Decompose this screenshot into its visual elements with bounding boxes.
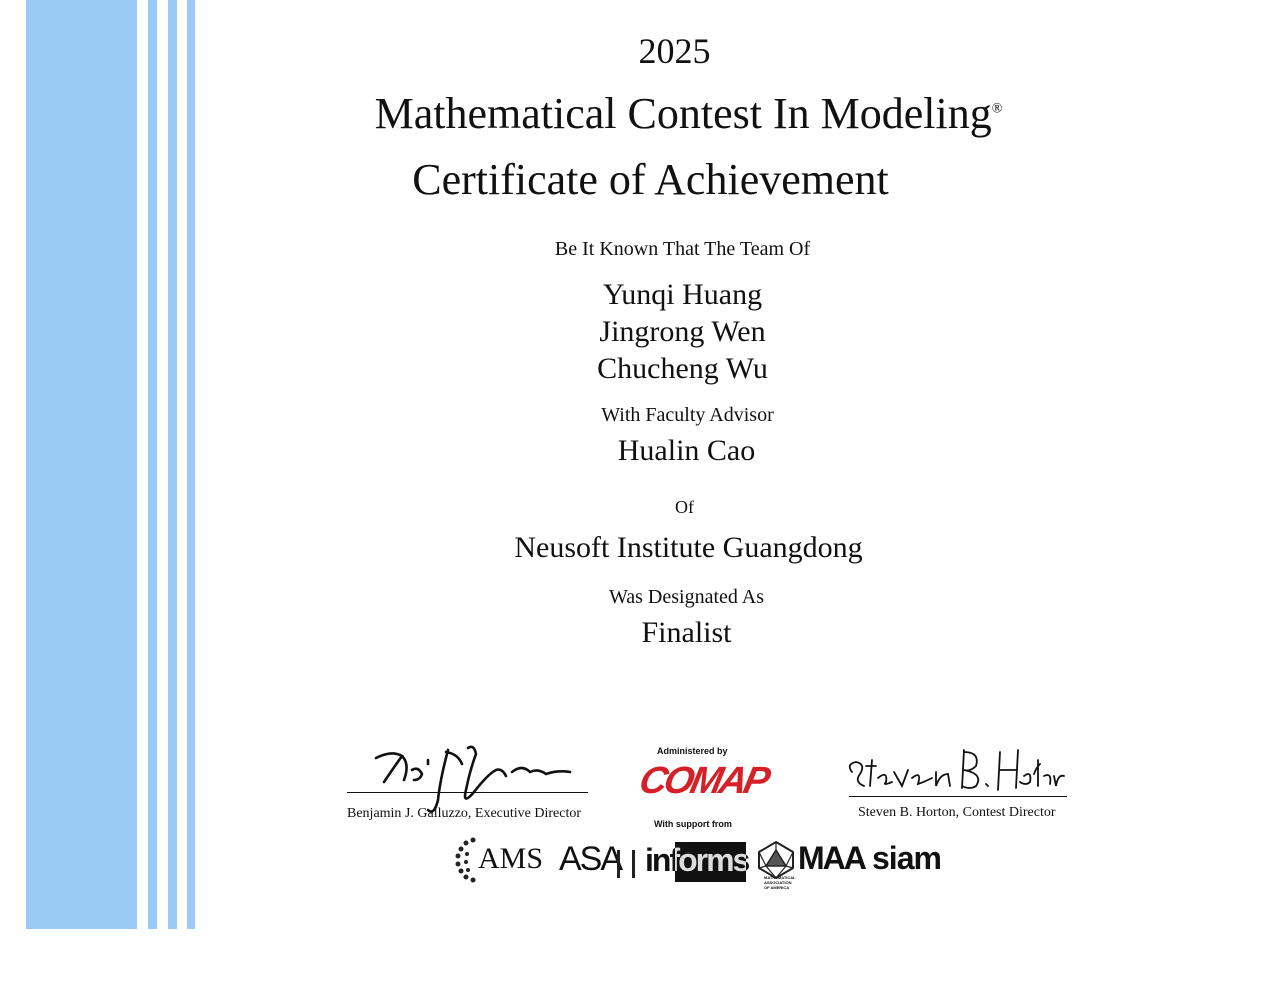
maa-subtitle: MATHEMATICAL ASSOCIATION OF AMERICA [764,875,796,890]
team-member-3: Chucheng Wu [597,352,768,385]
asa-logo: ASA [559,840,622,878]
certificate-title: Certificate of Achievement [412,155,889,204]
team-intro: Be It Known That The Team Of [554,238,811,260]
maa-icosahedron-icon [756,840,796,880]
with-support-label: With support from [654,819,732,829]
right-signature-line [849,796,1067,797]
siam-logo: siam [872,840,941,876]
advisor-name: Hualin Cao [617,434,756,467]
team-member-1: Yunqi Huang [602,278,763,311]
administered-by-label: Administered by [657,746,728,756]
right-signature-caption: Steven B. Horton, Contest Director [858,805,1056,820]
maa-logo: MAA [798,840,865,876]
certificate-year: 2025 [638,31,711,71]
registered-mark: ® [991,101,1003,117]
informs-logo [645,840,749,882]
designation-intro: Was Designated As [608,586,765,608]
asa-bars-icon [617,850,635,878]
contest-title [54,88,1269,139]
team-member-2: Jingrong Wen [599,315,766,348]
ams-logo: AMS [478,842,544,875]
left-signature-caption: Benjamin J. Galluzzo, Executive Director [347,806,582,821]
comap-logo: COMAP [635,760,772,802]
designation: Finalist [641,616,732,649]
informs-text: informs [645,842,749,878]
left-signature-line [347,792,588,793]
contest-title-text: Mathematical Contest In Modeling [374,89,992,138]
advisor-intro: With Faculty Advisor [601,404,774,426]
institution-name: Neusoft Institute Guangdong [514,531,863,564]
of-label: Of [675,497,694,517]
right-signature [844,742,1066,802]
